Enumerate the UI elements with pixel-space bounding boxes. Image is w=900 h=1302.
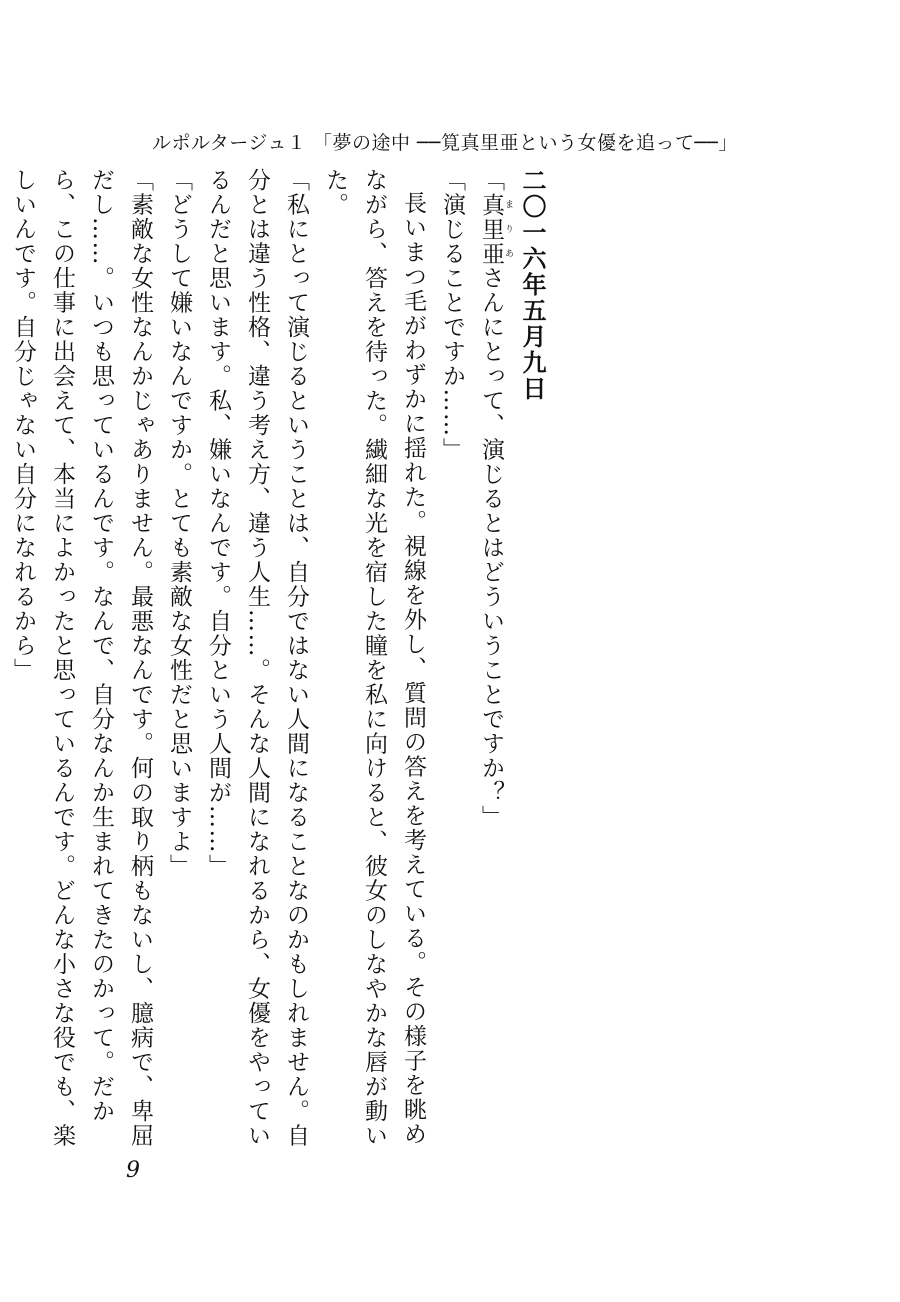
page-number: 9: [126, 1158, 140, 1183]
body-text: [10, 168, 552, 1158]
running-head: ルポルタージュ１ 「夢の途中 ──筧真里亜という女優を追って──」: [152, 132, 738, 154]
paragraph-question: 「真里亜 まりあさんにとって、演じるとはどういうことですか？」: [478, 168, 513, 830]
ruby-mariah-base: 真里亜: [478, 192, 504, 266]
ruby-mariah: [478, 192, 513, 267]
paragraph-reply: 「演じることですか……」: [439, 168, 465, 462]
ruby-mariah-reading: まりあ: [503, 192, 513, 266]
paragraph-narration-1: 長いまつ毛がわずかに揺れた。視線を外し、質問の答えを考えている。その様子を眺めながら、答えを待った。繊細な光を宿した瞳を私に向けると、彼女のしなやかな唇が動いた。: [322, 168, 426, 1148]
paragraph-question-text: さんにとって、演じるとはどういうことですか？」: [478, 266, 504, 830]
paragraph-narration-2: [0, 168, 3, 1158]
paragraph-quote-2: 「どうして嫌いなんですか。とても素敵な女性だと思いますよ」: [166, 168, 192, 879]
paragraph-quote-1: 「私にとって演じるということは、自分ではない人間になることなのかもしれません。自分とは違う性格、違う考え方、違う人生……。そんな人間になれるから、女優をやっているんだと思います。私、嫌いなんです。自分という人間が……」: [205, 168, 309, 1148]
date-heading: 二〇一六年五月九日: [518, 168, 547, 402]
paragraph-quote-3: 「素敵な女性なんかじゃありません。最悪なんです。何の取り柄もないし、臆病で、卑屈だし……。いつも思っているんです。なんで、自分なんか生まれてきたのかって。だから、この仕事に出会えて、本当によかったと思っているんです。どんな小さな役でも、楽しいんです。自分じゃない自分になれるから」: [10, 168, 153, 1148]
